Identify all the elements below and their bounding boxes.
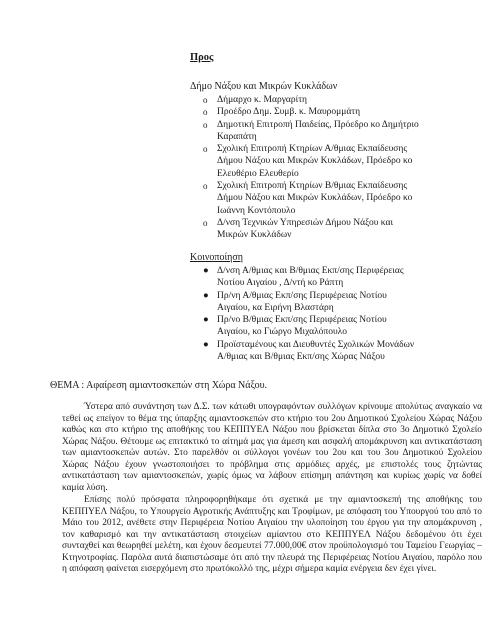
list-item [203, 94, 483, 106]
body-paragraph: Ύστερα από συνάντηση των Δ.Σ. των κάτωθι υπογραφόντων συλλόγων κρίνουμε απολύτως αναγκαίο να τεθεί ως επείγον το θέμα της ύπαρξης αμιαντοσκεπών στο κτήριο του 2ου Δημοτικού Σχολείου Χώρας Νάξου καθώς και στο κτήριο της αποθήκης του ΚΕΠΠΥΕΛ Νάξου που βρίσκεται δίπλα στο 3ο Δημοτικό Σχολείο Χώρας Νάξου. Θέτουμε ως επιτακτικό το αίτημά μας για άμεση και ασφαλή απομάκρυνση και αντικατάσταση των αμιαντοσκεπών αυτών. Στο παρελθόν οι σύλλογοι γονέων του 2ου και του 3ου Δημοτικού Σχολείου Χώρας Νάξου έχουν γνωστοποιήσει το πρόβλημα στις αρμόδιες αρχές, με επιστολές τους ζητώντας αντικατάσταση των αμιαντοσκεπών, χωρίς όμως να λάβουν επίσημη απάντηση και κυρίως χωρίς να δοθεί καμία λύση. [62, 402, 482, 493]
cc-list [203, 265, 483, 363]
list-item-line: Αιγαίου, κο Γιώργο Μιχαλόπουλο [217, 327, 348, 338]
list-item [203, 180, 483, 217]
list-item [203, 106, 483, 118]
list-item-line: Προέδρο Δημ. Συμβ. κ. Μαυρομμάτη [217, 107, 361, 118]
list-item-line: Μικρών Κυκλάδων [217, 230, 292, 241]
cc-heading: Κοινοποίηση [190, 252, 244, 263]
circle-bullet-icon: o [203, 144, 208, 155]
circle-bullet-icon: o [203, 107, 208, 118]
list-item-line: Δημοτική Επιτροπή Παιδείας, Πρόεδρο κο Δημήτριο [217, 119, 419, 130]
list-item-line: Α/θμιας και Β/θμιας Εκπ/σης Χώρας Νάξου [217, 352, 385, 363]
circle-bullet-icon: o [203, 181, 208, 192]
circle-bullet-icon: o [203, 95, 208, 105]
list-item-line: Προϊσταμένους και Διευθυντές Σχολικών Μονάδων [217, 339, 415, 350]
list-item [203, 265, 483, 290]
body-paragraph: Επίσης πολύ πρόσφατα πληροφορηθήκαμε ότι σχετικά με την αμιαντοσκεπή της αποθήκης του ΚΕΠΠΥΕΛ Νάξου, το Υπουργείο Αγροτικής Ανάπτυξης και Τροφίμων, με απόφαση του Υπουργού του από το Μάιο του 2012, ανέθετε στην Περιφέρεια Νοτίου Αιγαίου την υλοποίηση του έργου για την απομάκρυνση , τον καθαρισμό και την αντικατάσταση στοιχείων αμίαντου στο ΚΕΠΠΥΕΛ Νάξου δεδομένου ότι έχει συνταχθεί και θεωρηθεί μελέτη, και έχουν δεσμευτεί 77.000,00€ στον προϋπολογισμό του Ταμείου Γεωργίας – Κτηνοτροφίας. Παρόλα αυτά διαπιστώσαμε ότι από την πλευρά της Περιφέρειας Νοτίου Αιγαίου, παρόλο που η απόφαση φαίνεται εισερχόμενη στο πρωτόκολλό της, μέχρι σήμερα καμία ενέργεια δεν έχει γίνει. [62, 495, 482, 574]
list-item [203, 217, 483, 242]
list-item [203, 290, 483, 315]
dot-bullet-icon: ● [203, 315, 209, 326]
list-item-line: Σχολική Επιτροπή Κτηρίων Β/θμιας Εκπαίδευσης [217, 181, 408, 192]
dot-bullet-icon: ● [203, 339, 209, 350]
letter-body [62, 402, 482, 577]
list-item [203, 339, 483, 364]
list-item [203, 143, 483, 180]
list-item [203, 314, 483, 339]
list-item-line: Δήμαρχο κ. Μαργαρίτη [217, 95, 307, 105]
list-item-line: Δήμου Νάξου και Μικρών Κυκλάδων, Πρόεδρο κο [217, 156, 413, 167]
recipient-list [203, 94, 483, 242]
list-item-line: Ιωάννη Κοντόπουλο [217, 205, 296, 216]
circle-bullet-icon: o [203, 217, 208, 228]
dot-bullet-icon: ● [203, 290, 209, 301]
list-item [203, 119, 483, 144]
list-item-line: Νοτίου Αιγαίου , Δ/ντή κο Ράπτη [217, 278, 344, 289]
addressee: Δήμο Νάξου και Μικρών Κυκλάδων [190, 81, 338, 92]
dot-bullet-icon: ● [203, 266, 209, 276]
list-item-line: Δ/νση Τεχνικών Υπηρεσιών Δήμου Νάξου και [217, 217, 394, 228]
list-item-line: Δ/νση Α/θμιας και Β/θμιας Εκπ/σης Περιφέρειας [217, 266, 404, 276]
list-item-line: Καραπάτη [217, 131, 257, 142]
list-item-line: Αιγαίου, κα Ειρήνη Βλαστάρη [217, 302, 334, 313]
list-item-line: Δήμου Νάξου και Μικρών Κυκλάδων, Πρόεδρο κο [217, 193, 413, 204]
subject-line: ΘΕΜΑ : Αφαίρεση αμιαντοσκεπών στη Χώρα Νάξου. [50, 380, 268, 391]
list-item-line: Ελευθέριο Ελευθερίο [217, 168, 299, 179]
circle-bullet-icon: o [203, 119, 208, 130]
list-item-line: Πρ/νο Β/θμιας Εκπ/σης Περιφέρειας Νοτίου [217, 315, 387, 326]
list-item-line: Πρ/νη Α/θμιας Εκπ/σης Περιφέρειας Νοτίου [217, 290, 387, 301]
letter-heading: Προς [190, 52, 214, 63]
list-item-line: Σχολική Επιτροπή Κτηρίων Α/θμιας Εκπαίδευσης [217, 144, 408, 155]
